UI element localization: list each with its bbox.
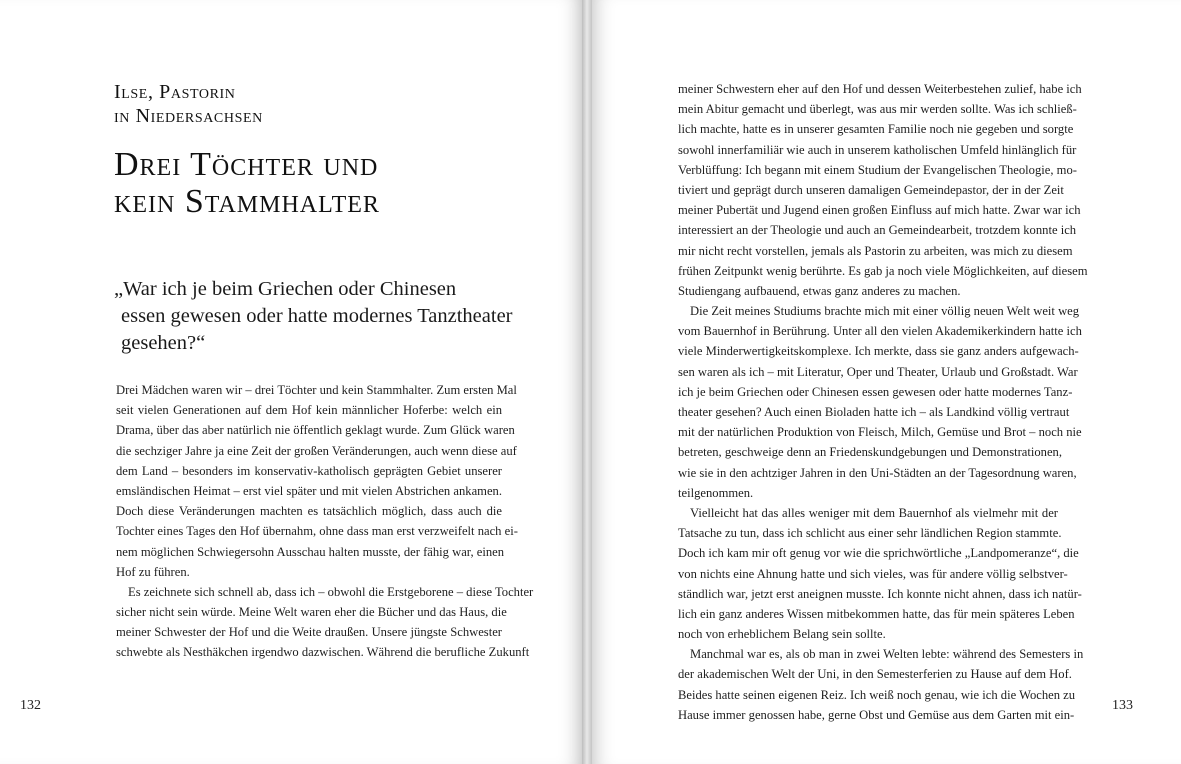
text-line: noch von erheblichem Belang sein sollte. xyxy=(678,627,886,642)
text-line: viele Minderwertigkeitskomplexe. Ich merkte, dass sie ganz anders aufgewach- xyxy=(678,344,1079,359)
quote-line: essen gewesen oder hatte modernes Tanztheater xyxy=(121,305,513,327)
text-line: Tatsache zu tun, dass ich schlicht aus einer sehr ländlichen Region stammte. xyxy=(678,526,1062,541)
right-body-text xyxy=(678,79,1088,725)
text-line: betreten, geschweige denn an Friedenskundgebungen und Demonstrationen, xyxy=(678,445,1062,460)
kicker-line: in Niedersachsen xyxy=(114,105,263,127)
text-line: tiviert und geprägt durch unseren damaligen Gemeindepastor, der in der Zeit xyxy=(678,182,1064,197)
text-line: mein Abitur gemacht und überlegt, was aus mir werden sollte. Was ich schließ- xyxy=(678,102,1077,117)
text-line: meiner Pubertät und Jugend einen großen Einfluss auf mich hatte. Zwar war ich xyxy=(678,203,1081,218)
text-line: Doch diese Veränderungen machten es tatsächlich möglich, dass auch die xyxy=(116,504,502,519)
text-line: dem Land – besonders im konservativ-katholisch geprägten Gebiet unserer xyxy=(116,463,502,478)
text-line: teilgenommen. xyxy=(678,485,754,500)
left-page xyxy=(0,0,582,764)
text-line: meiner Schwester der Hof und die Weite draußen. Unsere jüngste Schwester xyxy=(116,625,502,640)
text-line: Hause immer genossen habe, gerne Obst und Gemüse aus dem Garten mit ein- xyxy=(678,707,1075,722)
text-line: Drei Mädchen waren wir – drei Töchter und kein Stammhalter. Zum ersten Mal xyxy=(116,383,517,397)
text-line: Es zeichnete sich schnell ab, dass ich – obwohl die Erstgeborene – diese Tochter xyxy=(128,584,534,599)
chapter-title xyxy=(114,146,554,220)
left-body-text xyxy=(116,380,534,663)
text-line: frühen Zeitpunkt wenig berührte. Es gab ja noch viele Möglichkeiten, auf diesem xyxy=(678,263,1088,278)
text-line: sowohl innerfamiliär wie auch in unserem katholischen Umfeld hinlänglich für xyxy=(678,142,1077,157)
pull-quote xyxy=(114,276,534,357)
page-number: 132 xyxy=(20,698,41,713)
right-page xyxy=(592,0,1181,764)
text-line: sen waren als ich – mit Literatur, Oper und Theater, Urlaub und Großstadt. War xyxy=(678,364,1078,379)
text-line: meiner Schwestern eher auf den Hof und dessen Weiterbestehen zulief, habe ich xyxy=(678,82,1082,96)
page-number: 133 xyxy=(1112,698,1133,713)
title-line: Drei Töchter und xyxy=(114,146,379,183)
text-line: wie sie in den achtziger Jahren in den Uni-Städten an der Tagesordnung waren, xyxy=(678,465,1077,480)
chapter-kicker xyxy=(114,80,534,128)
text-line: Tochter eines Tages den Hof übernahm, ohne dass man erst verzweifelt nach ei- xyxy=(116,524,518,539)
quote-line: „War ich je beim Griechen oder Chinesen xyxy=(114,278,457,300)
text-line: der akademischen Welt der Uni, in den Semesterferien zu Hause auf dem Hof. xyxy=(678,667,1072,682)
text-line: lich ein ganz anderes Wissen mitbekommen hatte, das für mein späteres Leben xyxy=(678,606,1075,621)
text-line: Drama, über das aber natürlich nie öffentlich geklagt wurde. Zum Glück waren xyxy=(116,423,515,438)
text-line: von nichts eine Ahnung hatte und sich vieles, was für andere völlig selbstver- xyxy=(678,566,1068,581)
text-line: vom Bauernhof in Berührung. Unter all den vielen Akademikerkindern hatte ich xyxy=(678,324,1082,339)
text-line: Studiengang aufbauend, etwas ganz anderes zu machen. xyxy=(678,283,961,298)
text-line: nem möglichen Schwiegersohn Ausschau halten musste, der fähig war, einen xyxy=(116,544,505,559)
title-line: kein Stammhalter xyxy=(114,183,380,220)
text-line: Hof zu führen. xyxy=(116,564,190,579)
text-line: die sechziger Jahre ja eine Zeit der großen Veränderungen, auch wenn diese auf xyxy=(116,443,517,458)
text-line: mir nicht recht vorstellen, jemals als Pastorin zu arbeiten, was mich zu diesem xyxy=(678,243,1073,258)
kicker-line: Ilse, Pastorin xyxy=(114,81,236,103)
text-line: schwebte als Nesthäkchen irgendwo dazwischen. Während die berufliche Zukunft xyxy=(116,645,530,660)
text-line: theater gesehen? Auch einen Bioladen hatte ich – als Landkind völlig vertraut xyxy=(678,405,1070,419)
text-line: Beides hatte seinen eigenen Reiz. Ich weiß noch genau, wie ich die Wochen zu xyxy=(678,687,1076,702)
text-line: interessiert an der Theologie und auch an Gemeindearbeit, trotzdem konnte ich xyxy=(678,223,1077,238)
text-line: mit der natürlichen Produktion von Fleisch, Milch, Gemüse und Brot – noch nie xyxy=(678,425,1082,440)
quote-line: gesehen?“ xyxy=(121,332,206,354)
text-line: seit vielen Generationen auf dem Hof kein männlicher Hoferbe: welch ein xyxy=(116,403,502,418)
text-line: Manchmal war es, als ob man in zwei Welten lebte: während des Semesters in xyxy=(690,647,1084,662)
text-line: lich machte, hatte es in unserer gesamten Familie noch nie gegeben und sorgte xyxy=(678,122,1074,137)
text-line: Doch ich kam mir oft genug vor wie die sprichwörtliche „Landpomeranze“, die xyxy=(678,546,1079,561)
text-line: Vielleicht hat das alles weniger mit dem Bauernhof als vielmehr mit der xyxy=(690,505,1058,520)
text-line: ständlich war, jetzt erst aneignen musste. Ich konnte nicht ahnen, dass ich natür- xyxy=(678,586,1082,601)
text-line: Verblüffung: Ich begann mit einem Studium der Evangelischen Theologie, mo- xyxy=(678,162,1077,177)
text-line: Die Zeit meines Studiums brachte mich mit einer völlig neuen Welt weit weg xyxy=(690,304,1080,319)
text-line: sicher nicht sein würde. Meine Welt waren eher die Bücher und das Haus, die xyxy=(116,605,507,620)
book-gutter xyxy=(582,0,592,764)
text-line: ich je beim Griechen oder Chinesen essen gewesen oder hatte modernes Tanz- xyxy=(678,384,1073,399)
text-line: emsländischen Heimat – erst viel später und mit vielen Abstrichen ankamen. xyxy=(116,483,502,498)
